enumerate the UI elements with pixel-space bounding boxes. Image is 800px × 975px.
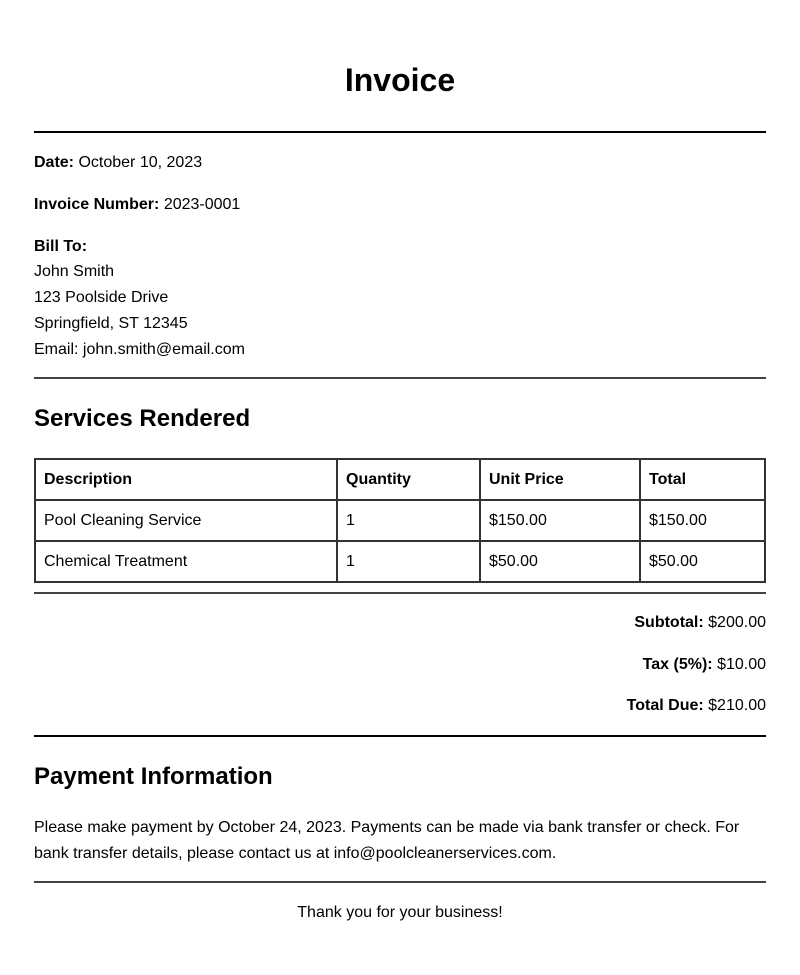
bill-to-label: Bill To: [34, 238, 88, 255]
bill-to-email: Email: john.smith@email.com [34, 341, 245, 358]
bill-to-city: Springfield, ST 12345 [34, 315, 188, 332]
total-due-label: Total Due: [626, 697, 704, 714]
invoice-title: Invoice [344, 62, 456, 98]
services-table [34, 458, 766, 583]
cell-quantity: 1 [337, 541, 480, 582]
cell-unit-price: $50.00 [480, 541, 640, 582]
total-due-line [34, 696, 766, 716]
table-row [35, 500, 765, 541]
cell-description: Chemical Treatment [35, 541, 337, 582]
invoice-page [34, 0, 766, 923]
services-heading: Services Rendered [34, 405, 251, 432]
thank-you-note: Thank you for your business! [297, 904, 503, 921]
column-header-unit-price: Unit Price [480, 459, 640, 500]
date-line [34, 153, 766, 173]
column-header-description: Description [35, 459, 337, 500]
subtotal-label: Subtotal: [634, 614, 704, 631]
invoice-number-label: Invoice Number: [34, 196, 160, 213]
cell-quantity: 1 [337, 500, 480, 541]
table-header-row [35, 459, 765, 500]
bill-to-block [34, 235, 766, 363]
totals-block [34, 594, 766, 716]
invoice-number-line [34, 195, 766, 215]
tax-label: Tax (5%): [642, 656, 713, 673]
tax-value: $10.00 [717, 656, 766, 673]
table-row [35, 541, 765, 582]
bill-to-name: John Smith [34, 263, 115, 280]
cell-total: $50.00 [640, 541, 765, 582]
date-label: Date: [34, 154, 75, 171]
invoice-number-value: 2023-0001 [163, 196, 241, 213]
date-value: October 10, 2023 [78, 154, 203, 171]
total-due-value: $210.00 [708, 697, 766, 714]
subtotal-line [34, 613, 766, 633]
cell-total: $150.00 [640, 500, 765, 541]
column-header-quantity: Quantity [337, 459, 480, 500]
bill-to-street: 123 Poolside Drive [34, 289, 169, 306]
column-header-total: Total [640, 459, 765, 500]
cell-unit-price: $150.00 [480, 500, 640, 541]
cell-description: Pool Cleaning Service [35, 500, 337, 541]
subtotal-value: $200.00 [708, 614, 766, 631]
payment-instructions: Please make payment by October 24, 2023. Payments can be made via bank transfer or check. For bank transfer details, please contact us at info@poolcleanerservices.com. [34, 819, 740, 862]
payment-heading: Payment Information [34, 763, 273, 790]
tax-line [34, 655, 766, 675]
